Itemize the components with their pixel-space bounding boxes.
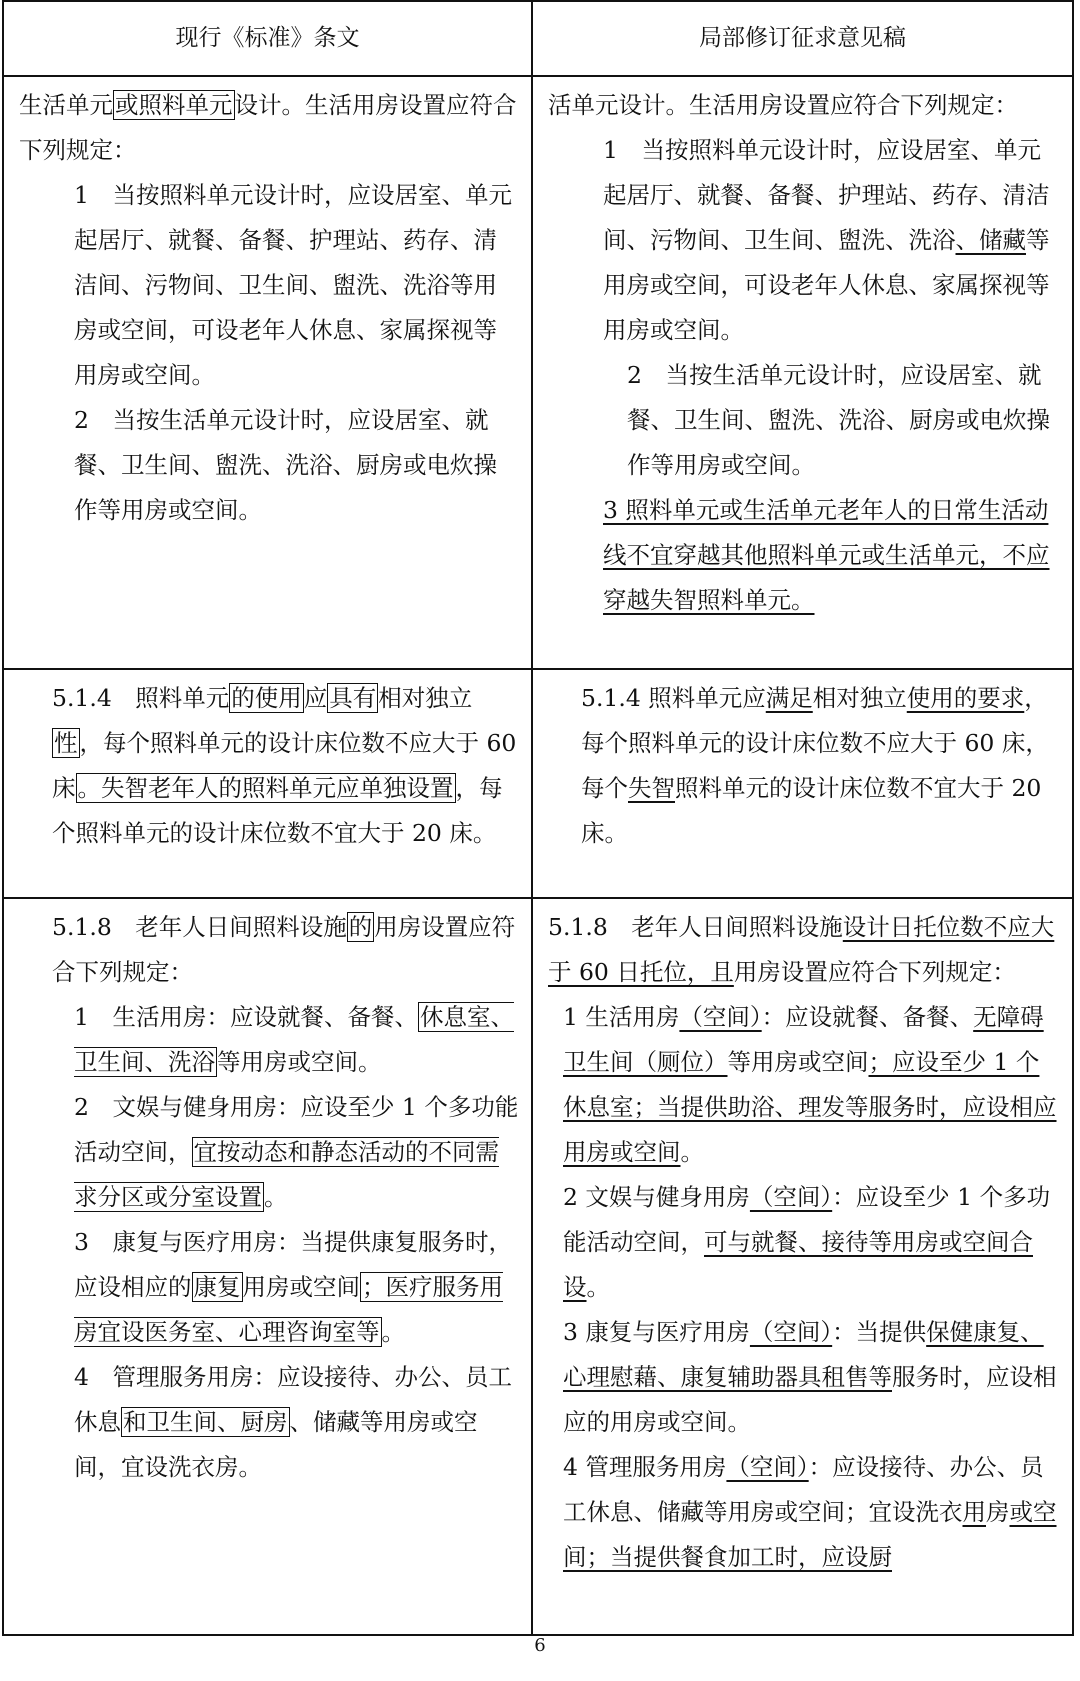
text: ：应设接待、办公、员工休息、储藏等用房或空间；宜设洗衣 [563, 1453, 1044, 1526]
clause-item [545, 995, 1060, 1175]
boxed-text: 康复 [193, 1273, 241, 1301]
clause-5-1-4 [545, 676, 1060, 856]
paragraph [16, 83, 519, 173]
boxed-text: 具有 [329, 684, 377, 712]
text: 用房或空间 [242, 1273, 360, 1301]
text: 用房设置应符合下列规定： [52, 913, 516, 986]
text: 5.1.4 照料单元 [52, 684, 230, 712]
text: 2 文娱与健身用房 [563, 1183, 750, 1211]
underlined-text: 失智 [628, 774, 675, 802]
text: 房 [986, 1498, 1010, 1526]
underlined-text: 使用的要求 [906, 684, 1025, 712]
text: 1 生活用房：应设就餐、备餐、 [74, 1003, 418, 1031]
text: 1 生活用房 [563, 1003, 680, 1031]
table-row [3, 898, 1073, 1635]
boxed-text: 休息室、卫生间、洗浴 [74, 1003, 514, 1076]
text: 5.1.4 照料单元应 [581, 684, 766, 712]
text: ：应设就餐、备餐、 [761, 1003, 974, 1031]
text: 。 [680, 1138, 704, 1166]
underlined-text: 无障碍卫生间（厕位） [563, 1003, 1044, 1076]
underlined-text: （空间） [726, 1453, 809, 1481]
text: 1 当按照料单元设计时，应设居室、单元起居厅、就餐、备餐、护理站、药存、清洁间、污物间、卫生间、盥洗、洗浴 [603, 136, 1050, 254]
text: 相对独立 [378, 684, 473, 712]
underlined-text: （空间） [679, 1003, 762, 1031]
boxed-text: 宜按动态和静态活动的不同需求分区或分室设置 [74, 1138, 499, 1211]
text: ，每个照料单元的设计床位数不宜大于 20 床。 [52, 774, 503, 847]
text: 等用房或空间 [727, 1048, 869, 1076]
underlined-text: 用 [962, 1498, 986, 1526]
underlined-text: 或空间；当提供餐食加工时，应设厨 [563, 1498, 1057, 1571]
text: 设计。生活用房设置 [234, 91, 446, 119]
text: 5.1.8 老年人日间照料设施 [52, 913, 347, 941]
text: ：当提供 [832, 1318, 927, 1346]
underlined-text: 保健康复、心理慰藉、康复辅助器具租售等 [563, 1318, 1044, 1391]
text: 3 康复与医疗用房 [563, 1318, 750, 1346]
clause-5-1-8 [16, 905, 519, 995]
text: 。 [586, 1273, 610, 1301]
text: 4 管理服务用房：应设接待、办公、员工休息 [74, 1363, 512, 1436]
text: 2 文娱与健身用房：应设至少 1 个多功能活动空间， [74, 1093, 519, 1166]
page-number: 6 [534, 1635, 546, 1656]
clause-item [16, 995, 519, 1085]
clause-item [545, 1310, 1060, 1445]
underlined-text: 、储藏 [955, 226, 1026, 254]
header-current-standard: 现行《标准》条文 [3, 1, 532, 76]
text: ：应设至少 1 个多功能活动空间， [563, 1183, 1051, 1256]
header-revision-draft: 局部修订征求意见稿 [532, 1, 1073, 76]
table-header-row [3, 1, 1073, 76]
clause-5-1-8 [545, 905, 1060, 995]
cell-current-living-unit [3, 76, 532, 669]
text: 生活单元 [19, 91, 113, 119]
clause-item [16, 1355, 519, 1490]
cell-current-5-1-8 [3, 898, 532, 1635]
boxed-text: 的 [348, 913, 373, 941]
clause-item: 2 当按生活单元设计时，应设居室、就餐、卫生间、盥洗、洗浴、厨房或电炊操作等用房或空间。 [627, 361, 1050, 479]
underlined-text: 设计日托位数不应大于 60 日托位，且 [548, 913, 1055, 986]
clause-item [545, 128, 1060, 353]
comparison-table [2, 0, 1074, 1636]
cell-draft-5-1-4 [532, 669, 1073, 898]
table-row [3, 76, 1073, 669]
boxed-text: 。失智老年人的照料单元应单独设置 [77, 774, 454, 802]
underlined-text: 可与就餐、接待等用房或空间合设 [563, 1228, 1033, 1301]
text: 。 [381, 1318, 405, 1346]
clause-item: 1 当按照料单元设计时，应设居室、单元起居厅、就餐、备餐、护理站、药存、清洁间、污物间、卫生间、盥洗、洗浴等用房或空间，可设老年人休息、家属探视等用房或空间。 [74, 181, 512, 389]
clause-5-1-4 [16, 676, 519, 856]
underlined-text: ；应设至少 1 个休息室；当提供助浴、理发等服务时，应设相应用房或空间 [563, 1048, 1057, 1166]
boxed-text: 性 [54, 729, 78, 757]
underlined-text: 满足 [765, 684, 813, 712]
text: 3 康复与医疗用房：当提供康复服务时，应设相应的 [74, 1228, 512, 1301]
underlined-text: （空间） [749, 1318, 833, 1346]
text: ，每个照料单元的设计床位数不应大于 60 床 [52, 729, 517, 802]
text: 用房设置应符合下列规定： [733, 958, 1016, 986]
text: 照料单元的设计床位数不宜大于 20 床。 [581, 774, 1042, 847]
clause-item: 2 当按生活单元设计时，应设居室、就餐、卫生间、盥洗、洗浴、厨房或电炊操作等用房或空间。 [74, 406, 497, 524]
text: 等用房或空间。 [217, 1048, 382, 1076]
text: 4 管理服务用房 [563, 1453, 727, 1481]
text: 相对独立 [812, 684, 907, 712]
clause-item [545, 1445, 1060, 1580]
cell-current-5-1-4 [3, 669, 532, 898]
text: 5.1.8 老年人日间照料设施 [548, 913, 843, 941]
boxed-text: ；医疗服务用房宜设医务室、心理咨询室等 [74, 1273, 503, 1346]
underlined-text: （空间） [749, 1183, 833, 1211]
clause-item [16, 1085, 519, 1220]
text: 服务时，应设相应的用房或空间。 [563, 1363, 1057, 1436]
table-row [3, 669, 1073, 898]
text: 、储藏等用房或空间，宜设洗衣房。 [74, 1408, 478, 1481]
text: 应 [303, 684, 328, 712]
clause-item [545, 1175, 1060, 1310]
boxed-text: 的使用 [231, 684, 302, 712]
underlined-text: 3 照料单元或生活单元老年人的日常生活动线不宜穿越其他照料单元或生活单元，不应穿越失智照料单元。 [603, 496, 1050, 614]
boxed-text: 或照料单元 [115, 91, 233, 119]
paragraph: 活单元设计。生活用房设置应符合下列规定： [548, 91, 1018, 119]
text: 等用房或空间，可设老年人休息、家属探视等用房或空间。 [603, 226, 1050, 344]
cell-draft-5-1-8 [532, 898, 1073, 1635]
boxed-text: 和卫生间、厨房 [123, 1408, 288, 1436]
clause-item [16, 1220, 519, 1355]
cell-draft-living-unit [532, 76, 1073, 669]
text: 。 [264, 1183, 288, 1211]
clause-item-added [545, 488, 1060, 623]
text: ，每个照料单元的设计床位数不应大于 60 床，每个 [581, 684, 1049, 802]
text: 应符合下列规定： [19, 91, 517, 164]
